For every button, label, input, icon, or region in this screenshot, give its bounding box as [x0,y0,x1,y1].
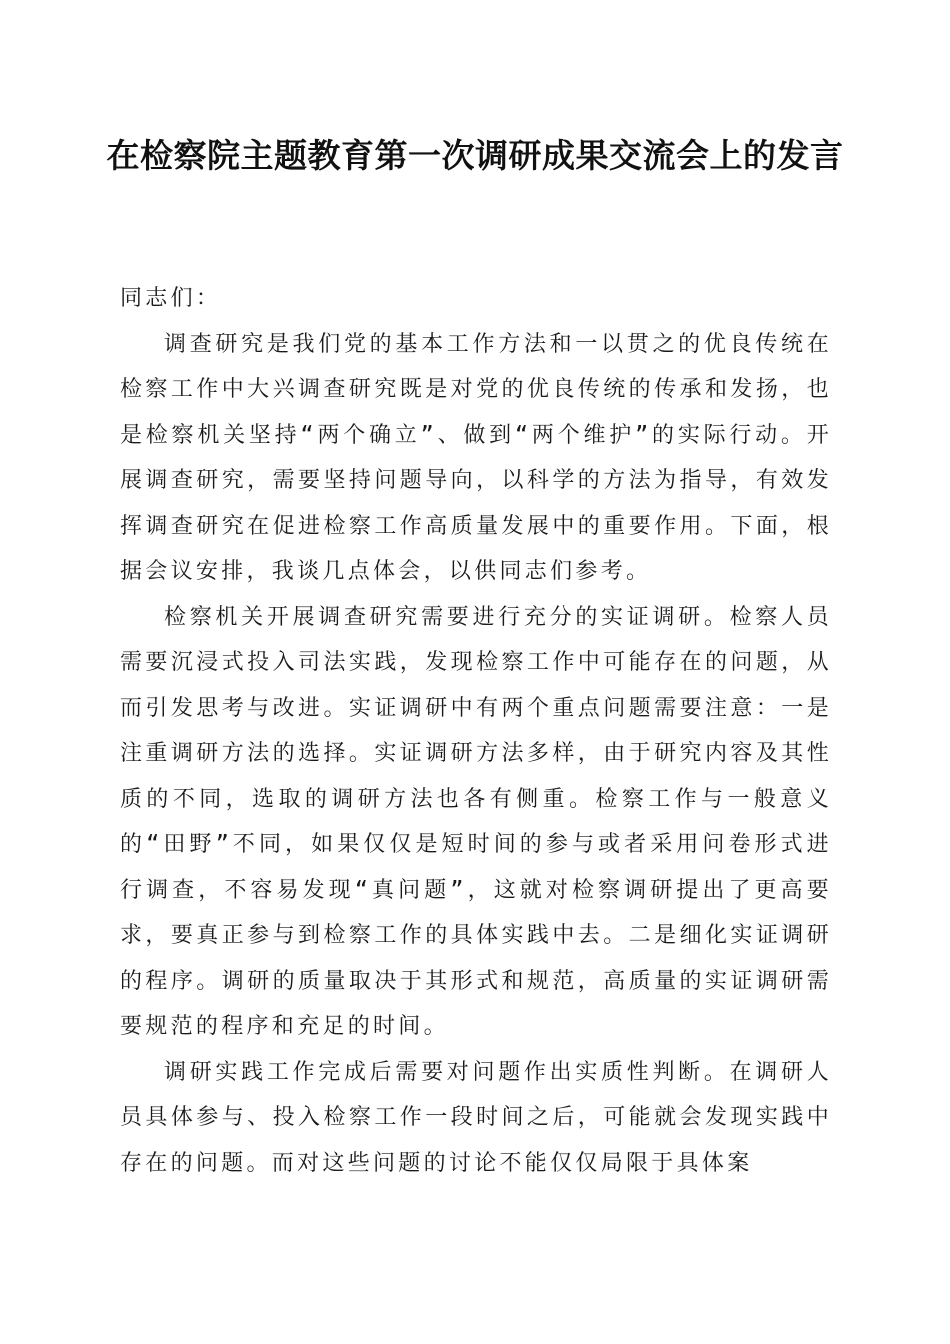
paragraph-1: 调查研究是我们党的基本工作方法和一以贯之的优良传统在检察工作中大兴调查研究既是对党的优良传统的传承和发扬，也是检察机关坚持“两个确立”、做到“两个维护”的实际行动。开展调查研究，需要坚持问题导向，以科学的方法为指导，有效发挥调查研究在促进检察工作高质量发展中的重要作用。下面，根据会议安排，我谈几点体会，以供同志们参考。 [120,331,832,584]
paragraph-3: 调研实践工作完成后需要对问题作出实质性判断。在调研人员具体参与、投入检察工作一段时间之后，可能就会发现实践中存在的问题。而对这些问题的讨论不能仅仅局限于具体案 [120,1059,832,1176]
salutation: 同志们： [120,286,222,311]
document-title: 在检察院主题教育第一次调研成果交流会上的发言 [106,136,844,175]
document-body [120,276,832,1186]
paragraph-2: 检察机关开展调查研究需要进行充分的实证调研。检察人员需要沉浸式投入司法实践，发现检察工作中可能存在的问题，从而引发思考与改进。实证调研中有两个重点问题需要注意：一是注重调研方法的选择。实证调研方法多样，由于研究内容及其性质的不同，选取的调研方法也各有侧重。检察工作与一般意义的“田野”不同，如果仅仅是短时间的参与或者采用问卷形式进行调查，不容易发现“真问题”，这就对检察调研提出了更高要求，要真正参与到检察工作的具体实践中去。二是细化实证调研的程序。调研的质量取决于其形式和规范，高质量的实证调研需要规范的程序和充足的时间。 [120,604,832,1039]
